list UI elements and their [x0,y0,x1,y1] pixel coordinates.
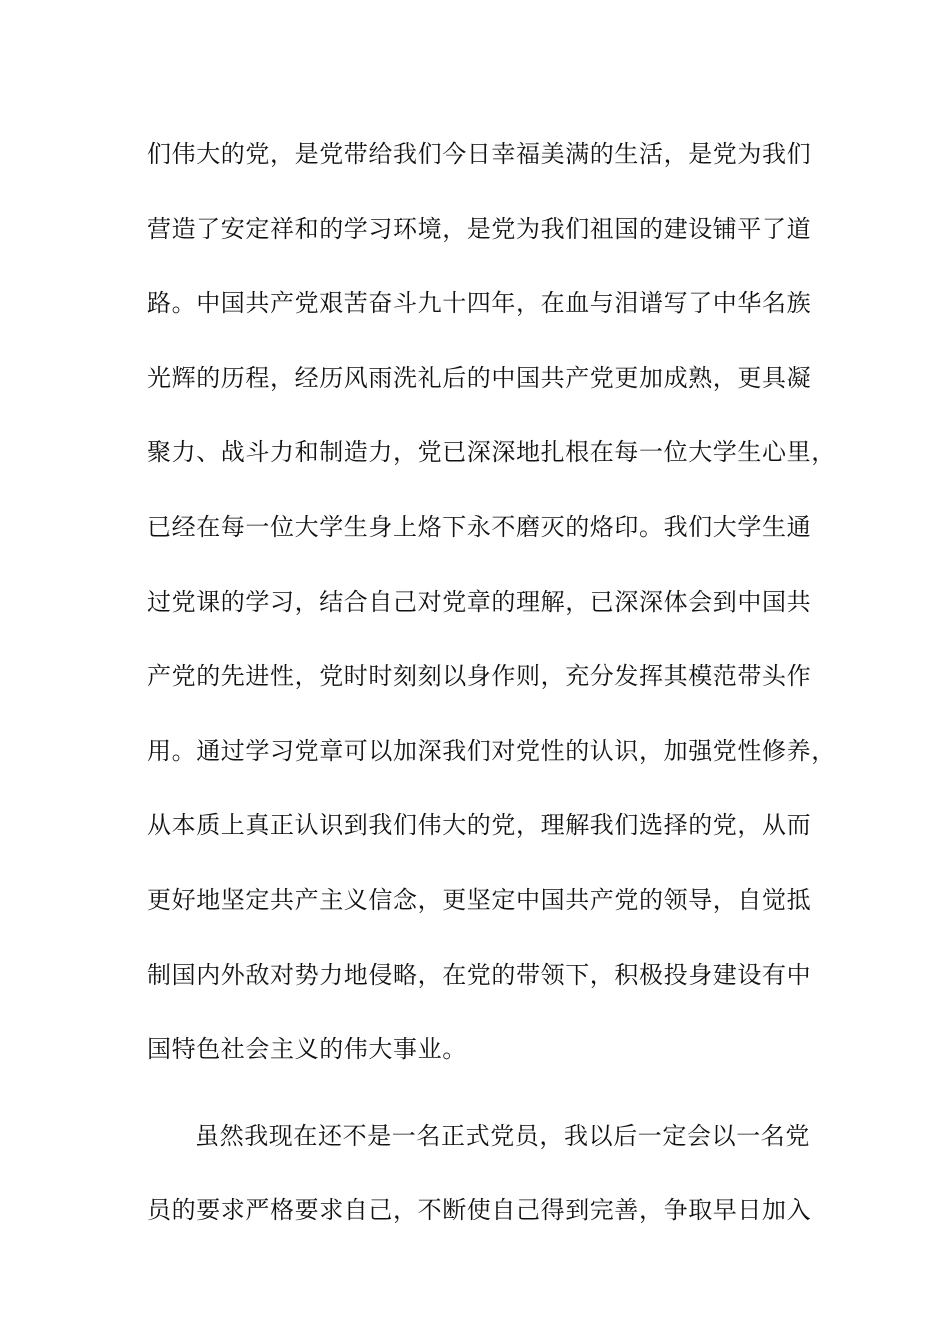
paragraph-gap [147,1102,827,1114]
paragraph-2 [147,1114,827,1263]
text-line: 制国内外敌对势力地侵略，在党的带领下，积极投身建设有中 [147,960,812,989]
text-line: 路。中国共产党艰苦奋斗九十四年，在血与泪谱写了中华名族 [147,289,812,318]
paragraph-1 [147,132,836,1102]
text-line: 营造了安定祥和的学习环境，是党为我们祖国的建设铺平了道 [147,214,812,243]
text-line: 光辉的历程，经历风雨洗礼后的中国共产党更加成熟，更具凝 [147,363,812,392]
text-line: 已经在每一位大学生身上烙下永不磨灭的烙印。我们大学生通 [147,512,812,541]
text-line: 更好地坚定共产主义信念，更坚定中国共产党的领导，自觉抵 [147,885,812,914]
text-line: 虽然我现在还不是一名正式党员，我以后一定会以一名党 [195,1121,810,1150]
text-line: 产党的先进性，党时时刻刻以身作则，充分发挥其模范带头作 [147,662,812,691]
text-line: 们伟大的党，是党带给我们今日幸福美满的生活，是党为我们 [147,140,812,168]
text-line: 用。通过学习党章可以加深我们对党性的认识，加强党性修养， [147,736,836,765]
text-line: 聚力、战斗力和制造力，党已深深地扎根在每一位大学生心里， [147,438,836,467]
text-line: 员的要求严格要求自己，不断使自己得到完善，争取早日加入 [147,1196,812,1225]
text-line: 从本质上真正认识到我们伟大的党，理解我们选择的党，从而 [147,811,812,840]
text-line: 过党课的学习，结合自己对党章的理解，已深深体会到中国共 [147,587,812,616]
document-body [147,132,836,1263]
text-line: 国特色社会主义的伟大事业。 [147,1035,467,1064]
